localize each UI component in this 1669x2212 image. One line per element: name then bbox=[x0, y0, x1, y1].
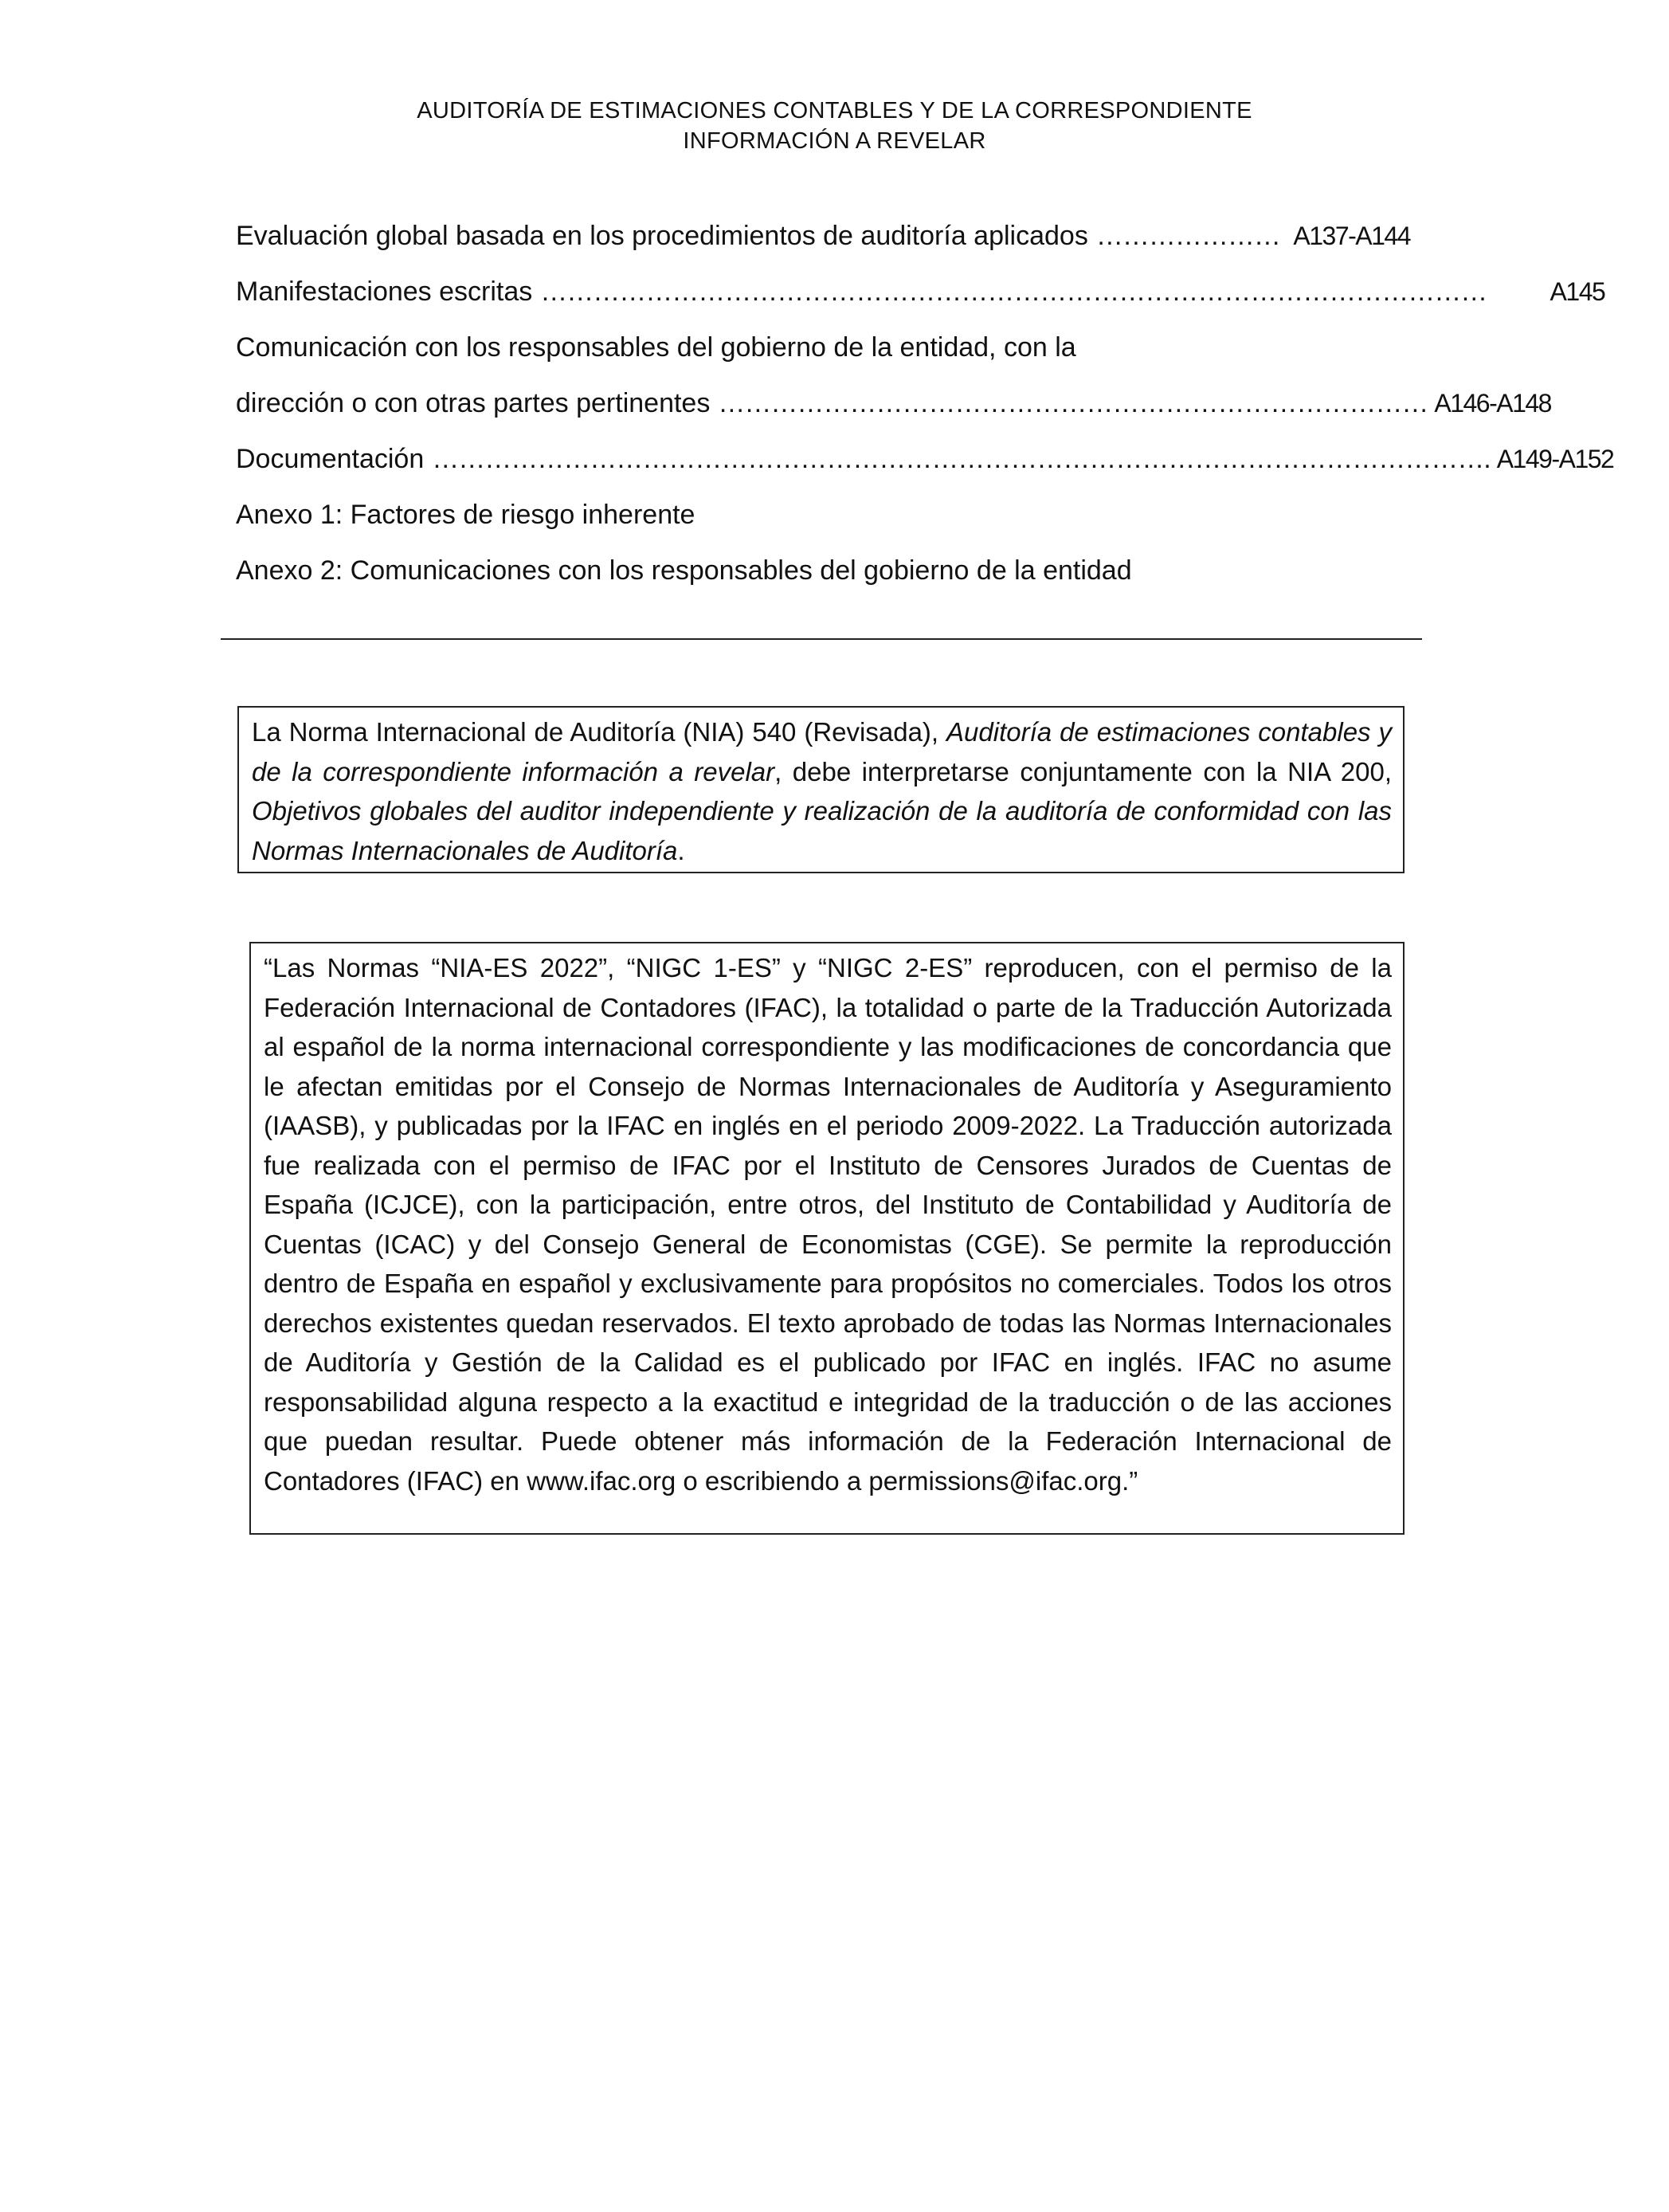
toc-entry-label: Anexo 2: Comunicaciones con los responsables del gobierno de la entidad bbox=[236, 555, 1132, 586]
toc-entry-label: Manifestaciones escritas bbox=[236, 276, 533, 307]
copyright-box bbox=[249, 942, 1405, 1535]
toc-entry-anexo-2 bbox=[236, 551, 1410, 590]
copyright-text: “Las Normas “NIA-ES 2022”, “NIGC 1-ES” y “NIGC 2-ES” reproducen, con el permiso de la Federación Internacional de Contadores (IFAC), la totalidad o parte de la Traducción Autorizada al español de la norma internacional correspondiente y las modificaciones de concordancia que le afectan emitidas por el Consejo de Normas Internacionales de Auditoría y Aseguramiento (IAASB), y publicadas por la IFAC en inglés en el periodo 2009-2022. La Traducción autorizada fue realizada con el permiso de IFAC por el Instituto de Censores Jurados de Cuentas de España (ICJCE), con la participación, entre otros, del Instituto de Contabilidad y Auditoría de Cuentas (ICAC) y del Consejo General de Economistas (CGE). Se permite la reproducción dentro de España en español y exclusivamente para propósitos no comerciales. Todos los otros derechos existentes quedan reservados. El texto aprobado de todas las Normas Internacionales de Auditoría y Gestión de la Calidad es el publicado por IFAC en inglés. IFAC no asume responsabilidad alguna respecto a la exactitud e integridad de la traducción o de las acciones que puedan resultar. Puede obtener más información de la Federación Internacional de Contadores (IFAC) en www.ifac.org o escribiendo a permissions@ifac.org.” bbox=[264, 953, 1392, 1496]
notice-text-part: , debe interpretarse conjuntamente con la NIA 200, bbox=[774, 756, 1393, 786]
notice-text-part: . bbox=[677, 835, 685, 865]
section-divider bbox=[221, 638, 1422, 640]
toc-entry-label: Evaluación global basada en los procedimientos de auditoría aplicados bbox=[236, 221, 1088, 251]
notice-box bbox=[237, 706, 1405, 873]
toc-leader-dots: ……………………………………………………………………………………………… bbox=[540, 276, 1487, 307]
toc-leader-dots: ……………………………………………………………………… bbox=[718, 388, 1428, 418]
toc-entry-label: Documentación bbox=[236, 444, 425, 474]
toc-entry-label: Anexo 1: Factores de riesgo inherente bbox=[236, 500, 695, 530]
toc-entry-label: dirección o con otras partes pertinentes bbox=[236, 388, 711, 418]
toc-entry-comunicacion-line-1 bbox=[236, 328, 1410, 367]
toc-entry-reference: A145 bbox=[1550, 277, 1605, 306]
toc-leader-dots: ………………… bbox=[1095, 221, 1280, 251]
notice-text-part: La Norma Internacional de Auditoría (NIA) 540 (Revisada), bbox=[252, 717, 947, 747]
toc-entry-reference: A149-A152 bbox=[1496, 445, 1614, 473]
toc-entry-manifestaciones-escritas bbox=[236, 273, 1605, 311]
page-header-line-1: AUDITORÍA DE ESTIMACIONES CONTABLES Y DE LA CORRESPONDIENTE bbox=[417, 98, 1252, 124]
notice-text bbox=[252, 712, 1392, 870]
page-header-line-2: INFORMACIÓN A REVELAR bbox=[683, 128, 986, 154]
notice-standard-title: Auditoría de estimaciones contables y de la correspondiente información a revelar bbox=[252, 717, 1392, 786]
toc-entry-documentacion bbox=[236, 440, 1614, 478]
toc-entry-anexo-1 bbox=[236, 496, 1410, 534]
toc-entry-reference: A146-A148 bbox=[1434, 389, 1551, 418]
toc-entry-evaluacion-global bbox=[236, 217, 1410, 255]
toc-entry-comunicacion-line-2 bbox=[236, 384, 1551, 422]
toc-entry-reference: A137-A144 bbox=[1293, 222, 1410, 250]
toc-entry-label: Comunicación con los responsables del gobierno de la entidad, con la bbox=[236, 332, 1076, 363]
notice-related-standard-title: Objetivos globales del auditor independiente y realización de la auditoría de conformidad con las Normas Internacionales de Auditoría bbox=[252, 796, 1392, 865]
toc-leader-dots: …………………………………………………………………………………………………………. bbox=[432, 444, 1491, 474]
